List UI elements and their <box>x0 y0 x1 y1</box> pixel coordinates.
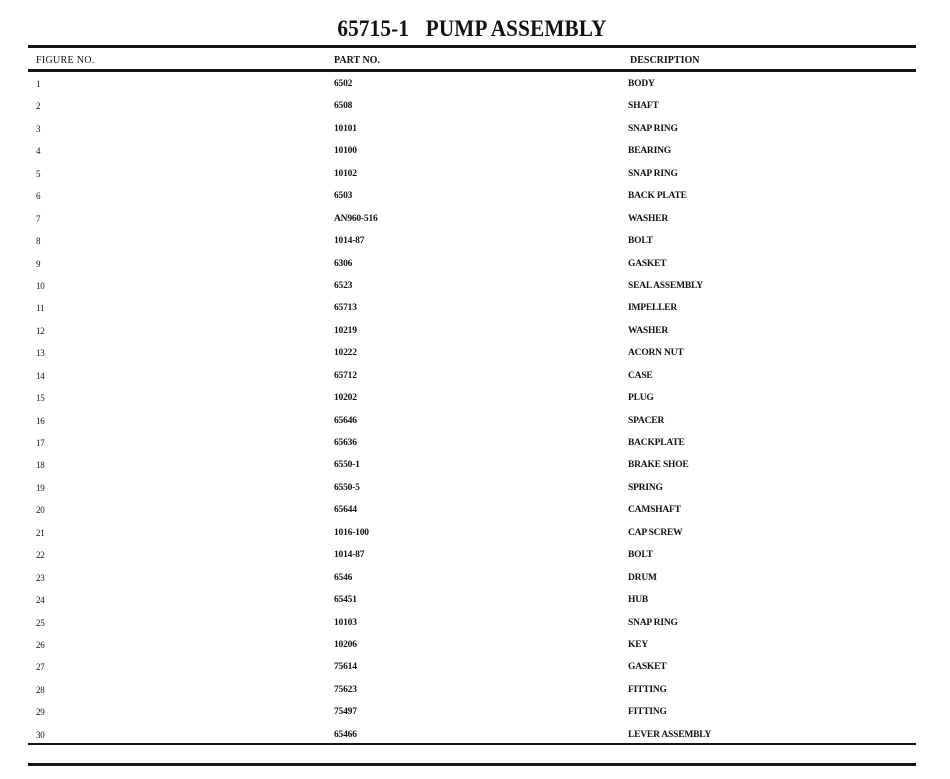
table-row <box>0 78 950 100</box>
table-row <box>0 302 950 324</box>
part-no-cell: 10202 <box>334 393 357 404</box>
part-no-cell: 75623 <box>334 684 357 695</box>
part-no-cell: 6502 <box>334 79 353 89</box>
top-rule-divider <box>28 45 916 48</box>
part-no-cell: 1014-87 <box>334 236 365 247</box>
part-no-cell: 6546 <box>334 572 353 583</box>
description-cell: BOLT <box>628 550 653 561</box>
description-cell: SPRING <box>628 482 663 493</box>
table-row <box>0 123 950 145</box>
figure-no-cell: 27 <box>36 662 45 673</box>
description-cell: SNAP RING <box>628 168 678 179</box>
figure-no-cell: 9 <box>36 258 41 269</box>
part-no-cell: AN960-516 <box>334 213 378 224</box>
table-row <box>0 617 950 639</box>
part-no-cell: 10103 <box>334 617 357 628</box>
figure-no-cell: 21 <box>36 527 45 538</box>
table-row <box>0 370 950 392</box>
table-row <box>0 684 950 706</box>
description-cell: LEVER ASSEMBLY <box>628 729 712 740</box>
figure-no-cell: 4 <box>36 146 41 157</box>
table-row <box>0 706 950 728</box>
figure-no-cell: 16 <box>36 415 45 426</box>
figure-no-cell: 26 <box>36 639 45 650</box>
table-row <box>0 145 950 167</box>
description-cell: WASHER <box>628 213 668 224</box>
description-cell: KEY <box>628 639 648 650</box>
figure-no-cell: 3 <box>36 123 41 134</box>
description-cell: BACKPLATE <box>628 438 685 448</box>
part-no-cell: 6550-5 <box>334 482 360 493</box>
table-row <box>0 415 950 437</box>
figure-no-cell: 6 <box>36 191 41 202</box>
figure-no-cell: 19 <box>36 482 45 493</box>
assembly-name: PUMP ASSEMBLY <box>425 16 607 41</box>
description-cell: DRUM <box>628 572 657 583</box>
table-row <box>0 190 950 212</box>
table-row <box>0 549 950 571</box>
table-row <box>0 392 950 414</box>
figure-no-cell: 15 <box>36 393 45 404</box>
table-row <box>0 572 950 594</box>
figure-no-cell: 30 <box>36 729 45 740</box>
description-cell: WASHER <box>628 325 668 336</box>
figure-no-cell: 24 <box>36 595 45 606</box>
figure-no-cell: 2 <box>36 101 41 112</box>
part-no-cell: 6550-1 <box>334 460 360 471</box>
description-cell: FITTING <box>628 684 667 695</box>
part-no-cell: 6306 <box>334 258 353 269</box>
description-cell: GASKET <box>628 662 667 673</box>
table-row <box>0 258 950 280</box>
figure-no-cell: 12 <box>36 325 45 336</box>
table-row <box>0 325 950 347</box>
table-row <box>0 459 950 481</box>
description-cell: PLUG <box>628 393 654 404</box>
table-row <box>0 594 950 616</box>
table-row <box>0 280 950 302</box>
figure-no-cell: 22 <box>36 550 45 561</box>
table-row <box>0 482 950 504</box>
part-no-cell: 10101 <box>334 123 357 134</box>
figure-no-cell: 13 <box>36 348 45 359</box>
figure-no-cell: 1 <box>36 79 41 89</box>
part-no-cell: 65466 <box>334 729 357 740</box>
assembly-number: 65715-1 <box>337 16 410 41</box>
part-no-cell: 6503 <box>334 191 353 202</box>
part-no-cell: 10219 <box>334 325 357 336</box>
description-cell: FITTING <box>628 707 667 718</box>
part-no-cell: 1016-100 <box>334 527 369 538</box>
description-cell: HUB <box>628 595 648 606</box>
part-no-cell: 6508 <box>334 101 353 112</box>
figure-no-cell: 25 <box>36 617 45 628</box>
footer-rule-divider <box>28 763 916 766</box>
part-no-cell: 75497 <box>334 707 357 718</box>
description-cell: SPACER <box>628 415 665 426</box>
table-header <box>0 55 950 69</box>
description-cell: CASE <box>628 370 653 381</box>
description-cell: SNAP RING <box>628 617 678 628</box>
description-cell: BOLT <box>628 236 653 247</box>
description-cell: BRAKE SHOE <box>628 460 689 471</box>
figure-no-cell: 8 <box>36 236 41 247</box>
figure-no-cell: 10 <box>36 280 45 291</box>
header-rule-divider <box>28 69 916 72</box>
description-cell: BEARING <box>628 146 671 157</box>
part-no-cell: 65646 <box>334 415 357 426</box>
description-cell: CAMSHAFT <box>628 505 681 516</box>
part-no-cell: 10100 <box>334 146 357 157</box>
bottom-rule-divider <box>28 743 916 745</box>
figure-no-cell: 23 <box>36 572 45 583</box>
description-cell: GASKET <box>628 258 667 269</box>
table-row <box>0 235 950 257</box>
part-no-cell: 10206 <box>334 639 357 650</box>
page-title <box>38 16 906 42</box>
description-cell: CAP SCREW <box>628 527 683 538</box>
part-no-cell: 65713 <box>334 303 357 314</box>
table-row <box>0 437 950 459</box>
table-row <box>0 729 950 751</box>
figure-no-cell: 11 <box>36 303 45 314</box>
part-no-cell: 65451 <box>334 595 357 606</box>
figure-no-cell: 18 <box>36 460 45 471</box>
part-no-cell: 65712 <box>334 370 357 381</box>
table-row <box>0 504 950 526</box>
table-row <box>0 661 950 683</box>
figure-no-cell: 20 <box>36 505 45 516</box>
description-cell: SHAFT <box>628 101 659 112</box>
description-cell: BODY <box>628 79 655 89</box>
description-cell: SEAL ASSEMBLY <box>628 280 703 291</box>
figure-no-cell: 28 <box>36 684 45 695</box>
part-no-cell: 65636 <box>334 438 357 448</box>
figure-no-cell: 17 <box>36 438 45 448</box>
table-row <box>0 639 950 661</box>
header-part-no: PART NO. <box>334 55 380 66</box>
figure-no-cell: 29 <box>36 707 45 718</box>
table-row <box>0 347 950 369</box>
part-no-cell: 10222 <box>334 348 357 359</box>
part-no-cell: 1014-87 <box>334 550 365 561</box>
description-cell: IMPELLER <box>628 303 678 314</box>
part-no-cell: 10102 <box>334 168 357 179</box>
figure-no-cell: 7 <box>36 213 41 224</box>
part-no-cell: 75614 <box>334 662 357 673</box>
table-row <box>0 527 950 549</box>
table-row <box>0 100 950 122</box>
table-row <box>0 213 950 235</box>
description-cell: BACK PLATE <box>628 191 687 202</box>
part-no-cell: 6523 <box>334 280 353 291</box>
description-cell: SNAP RING <box>628 123 678 134</box>
header-figure-no: FIGURE NO. <box>36 55 95 66</box>
description-cell: ACORN NUT <box>628 348 684 359</box>
table-row <box>0 168 950 190</box>
figure-no-cell: 5 <box>36 168 41 179</box>
parts-table-body <box>0 78 950 751</box>
part-no-cell: 65644 <box>334 505 357 516</box>
header-description: DESCRIPTION <box>630 55 700 66</box>
figure-no-cell: 14 <box>36 370 45 381</box>
